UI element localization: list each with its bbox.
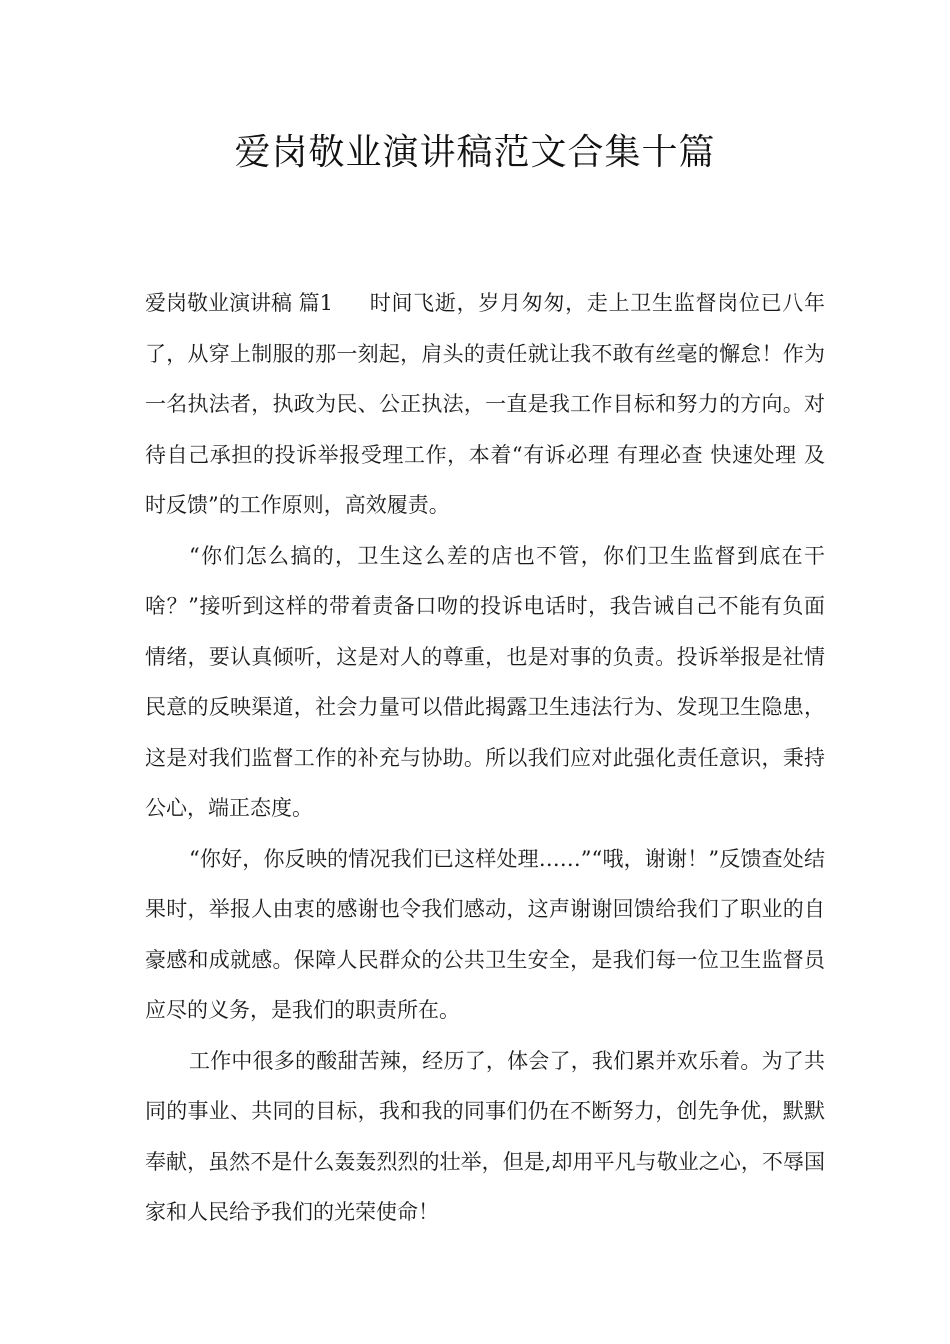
paragraph-1 bbox=[145, 278, 825, 531]
section-label: 爱岗敬业演讲稿 篇1 bbox=[145, 291, 334, 315]
paragraph-1-text: 时间飞逝，岁月匆匆，走上卫生监督岗位已八年了，从穿上制服的那一刻起，肩头的责任就让我不敢有丝毫的懈怠！作为一名执法者，执政为民、公正执法，一直是我工作目标和努力的方向。对待自己承担的投诉举报受理工作，本着“有诉必理 有理必查 快速处理 及时反馈”的工作原则，高效履责。 bbox=[145, 291, 825, 517]
document-title: 爱岗敬业演讲稿范文合集十篇 bbox=[234, 132, 716, 173]
document-body bbox=[145, 278, 825, 1238]
paragraph-3: “你好，你反映的情况我们已这样处理……”“哦，谢谢！”反馈查处结果时，举报人由衷的感谢也令我们感动，这声谢谢回馈给我们了职业的自豪感和成就感。保障人民群众的公共卫生安全，是我们每一位卫生监督员应尽的义务，是我们的职责所在。 bbox=[145, 846, 825, 1022]
paragraph-2: “你们怎么搞的，卫生这么差的店也不管，你们卫生监督到底在干啥？”接听到这样的带着责备口吻的投诉电话时，我告诫自己不能有负面情绪，要认真倾听，这是对人的尊重，也是对事的负责。投诉举报是社情民意的反映渠道，社会力量可以借此揭露卫生违法行为、发现卫生隐患，这是对我们监督工作的补充与协助。所以我们应对此强化责任意识，秉持公心，端正态度。 bbox=[145, 543, 825, 820]
paragraph-4: 工作中很多的酸甜苦辣，经历了，体会了，我们累并欢乐着。为了共同的事业、共同的目标，我和我的同事们仍在不断努力，创先争优，默默奉献，虽然不是什么轰轰烈烈的壮举，但是,却用平凡与敬业之心，不辱国家和人民给予我们的光荣使命！ bbox=[145, 1048, 825, 1224]
